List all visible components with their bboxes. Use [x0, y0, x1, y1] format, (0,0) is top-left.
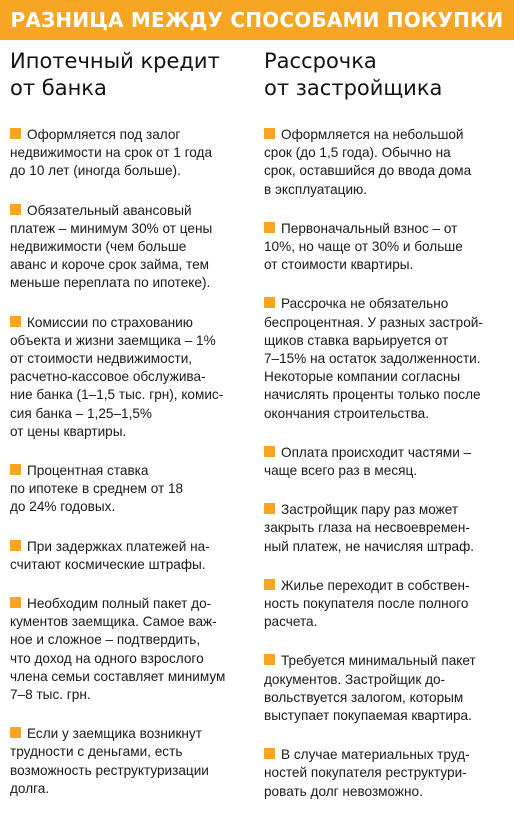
list-item-line-text: Оформляется на небольшой — [281, 127, 464, 142]
bullet-square-icon — [264, 128, 275, 139]
list-item-text — [264, 577, 504, 632]
list-item — [10, 725, 244, 798]
list-item-line: до 10 лет (иногда больше). — [10, 163, 181, 179]
bullet-square-icon — [10, 128, 21, 139]
header-banner — [0, 0, 514, 40]
list-item-text — [10, 202, 244, 293]
list-item-line: сия банка – 1,25–1,5% — [10, 405, 152, 421]
list-item-line: беспроцентная. У разных застрой- — [264, 314, 483, 330]
list-item-line — [10, 725, 244, 743]
list-item — [264, 577, 504, 632]
column-mortgage — [10, 48, 244, 819]
list-item-line: начислять проценты только после — [264, 387, 481, 403]
list-item-line: члена семьи составляет минимум — [10, 668, 226, 684]
list-item-text — [10, 595, 244, 704]
list-item-line: ностей покупателя реструктури- — [264, 765, 467, 781]
list-item-line — [264, 126, 504, 144]
bullet-square-icon — [10, 464, 21, 475]
list-item-line — [10, 202, 244, 220]
list-item-line-text: В случае материальных труд- — [281, 747, 470, 763]
list-item-text — [10, 314, 244, 441]
list-item-line: от стоимости квартиры. — [264, 257, 414, 273]
list-item-line: срок, оставшийся до ввода дома — [264, 163, 472, 179]
list-item-line — [264, 577, 504, 595]
bullet-square-icon — [10, 316, 21, 327]
list-item-text — [10, 126, 244, 181]
bullet-square-icon — [10, 597, 21, 608]
bullet-square-icon — [264, 654, 275, 665]
list-item-line: по ипотеке в среднем от 18 — [10, 481, 184, 497]
list-item-line-text: Необходим полный пакет до- — [27, 596, 212, 612]
list-item-text — [10, 538, 244, 574]
list-item-line: 7–8 тыс. грн. — [10, 687, 91, 703]
list-item-text — [264, 444, 504, 480]
list-item-line: выступает покупаемая квартира. — [264, 708, 472, 724]
list-item-line — [10, 595, 244, 613]
list-item-text — [264, 501, 504, 556]
column-title-installment — [264, 48, 504, 102]
list-item — [10, 202, 244, 293]
list-item-text — [264, 295, 504, 422]
banner-title: РАЗНИЦА МЕЖДУ СПОСОБАМИ ПОКУПКИ — [10, 8, 504, 32]
list-item-line: аванс и короче срок займа, тем — [10, 257, 210, 273]
list-item-line: от цены квартиры. — [10, 423, 127, 439]
bullet-square-icon — [264, 297, 275, 308]
list-item-line — [264, 501, 504, 519]
list-item-line: чаще всего раз в месяц. — [264, 463, 418, 479]
list-item — [264, 126, 504, 199]
list-item-line-text: Процентная ставка — [27, 463, 149, 479]
list-item-line: закрыть глаза на несвоевремен- — [264, 520, 470, 536]
list-item — [264, 652, 504, 725]
list-item-line-text: Обязательный авансовый — [27, 202, 192, 218]
list-item-line-text: Рассрочка не обязательно — [281, 296, 449, 312]
column-title-mortgage — [10, 48, 244, 102]
list-item — [264, 444, 504, 480]
list-item-line: в эксплуатацию. — [264, 181, 368, 197]
list-item-text — [264, 220, 504, 275]
list-item-line: срок (до 1,5 года). Обычно на — [264, 145, 451, 161]
list-item-line: документов. Застройщик до- — [264, 671, 446, 687]
list-item — [264, 501, 504, 556]
list-item-line: что доход на одного взрослого — [10, 650, 204, 666]
bullet-square-icon — [264, 446, 275, 457]
list-item-line-text: Требуется минимальный пакет — [281, 653, 476, 669]
list-item-line: недвижимости (чем больше — [10, 239, 187, 255]
column-installment — [264, 48, 504, 822]
list-item-line: от стоимости недвижимости, — [10, 351, 193, 367]
list-item-line — [10, 538, 244, 556]
list-item-line: меньше переплата по ипотеке). — [10, 275, 211, 291]
list-item-line — [10, 126, 244, 144]
list-item-line: считают космические штрафы. — [10, 556, 206, 572]
list-item — [10, 126, 244, 181]
list-item — [10, 462, 244, 517]
list-item-line-text: Жилье переходит в собствен- — [281, 577, 470, 593]
list-item-line — [264, 652, 504, 670]
item-list-installment — [264, 126, 504, 801]
list-item-line: окончания строительства. — [264, 405, 429, 421]
column-title-line: от застройщика — [264, 76, 443, 100]
list-item-line — [264, 295, 504, 313]
list-item-line — [264, 444, 504, 462]
list-item-text — [10, 725, 244, 798]
list-item-line: кументов заемщика. Самое важ- — [10, 614, 217, 630]
list-item-line-text: Оформляется под залог — [27, 127, 181, 142]
list-item-line: долга. — [10, 780, 50, 796]
list-item-line: до 24% годовых. — [10, 499, 116, 515]
list-item-line: расчетно-кассовое обслужива- — [10, 369, 206, 385]
bullet-square-icon — [10, 727, 21, 738]
list-item-line — [264, 746, 504, 764]
column-title-line: Рассрочка — [264, 49, 377, 73]
list-item — [10, 538, 244, 574]
bullet-square-icon — [264, 579, 275, 590]
list-item-line — [10, 314, 244, 332]
list-item-line-text: Если у заемщика возникнут — [27, 726, 202, 742]
list-item — [264, 746, 504, 801]
list-item-line: ность покупателя после полного — [264, 596, 469, 612]
list-item-line: ное и сложное – подтвердить, — [10, 632, 201, 648]
list-item — [264, 295, 504, 422]
list-item-line: объекта и жизни заемщика – 1% — [10, 332, 216, 348]
list-item-line: 10%, но чаще от 30% и больше — [264, 239, 463, 255]
list-item-text — [264, 652, 504, 725]
list-item-line: ный платеж, не начисляя штраф. — [264, 538, 475, 554]
list-item-line: платеж – минимум 30% от цены — [10, 220, 213, 236]
list-item-line: ровать долг невозможно. — [264, 783, 423, 799]
item-list-mortgage — [10, 126, 244, 798]
list-item — [10, 595, 244, 704]
list-item-line-text: Первоначальный взнос – от — [281, 220, 458, 236]
list-item — [264, 220, 504, 275]
list-item-line: недвижимости на срок от 1 года — [10, 145, 213, 161]
list-item-text — [10, 462, 244, 517]
list-item-text — [264, 746, 504, 801]
list-item-line — [264, 220, 504, 238]
bullet-square-icon — [10, 204, 21, 215]
list-item-line: возможность реструктуризации — [10, 762, 209, 778]
list-item-line-text: Оплата происходит частями – — [281, 444, 472, 460]
list-item-line: Некоторые компании согласны — [264, 369, 461, 385]
list-item-line-text: Застройщик пару раз может — [281, 502, 459, 518]
list-item-line: расчета. — [264, 614, 318, 630]
list-item-line: трудности с деньгами, есть — [10, 744, 183, 760]
list-item-line: щиков ставка варьируется от — [264, 332, 449, 348]
list-item-line: вольствуется залогом, которым — [264, 689, 464, 705]
list-item-line: ние банка (1–1,5 тыс. грн), комис- — [10, 387, 224, 403]
list-item-line: 7–15% на остаток задолженности. — [264, 351, 481, 367]
bullet-square-icon — [264, 748, 275, 759]
bullet-square-icon — [264, 503, 275, 514]
list-item — [10, 314, 244, 441]
list-item-text — [264, 126, 504, 199]
column-title-line: от банка — [10, 76, 107, 100]
bullet-square-icon — [264, 222, 275, 233]
list-item-line-text: Комиссии по страхованию — [27, 314, 193, 330]
bullet-square-icon — [10, 540, 21, 551]
column-title-line: Ипотечный кредит — [10, 49, 220, 73]
list-item-line — [10, 462, 244, 480]
list-item-line-text: При задержках платежей на- — [27, 538, 210, 554]
